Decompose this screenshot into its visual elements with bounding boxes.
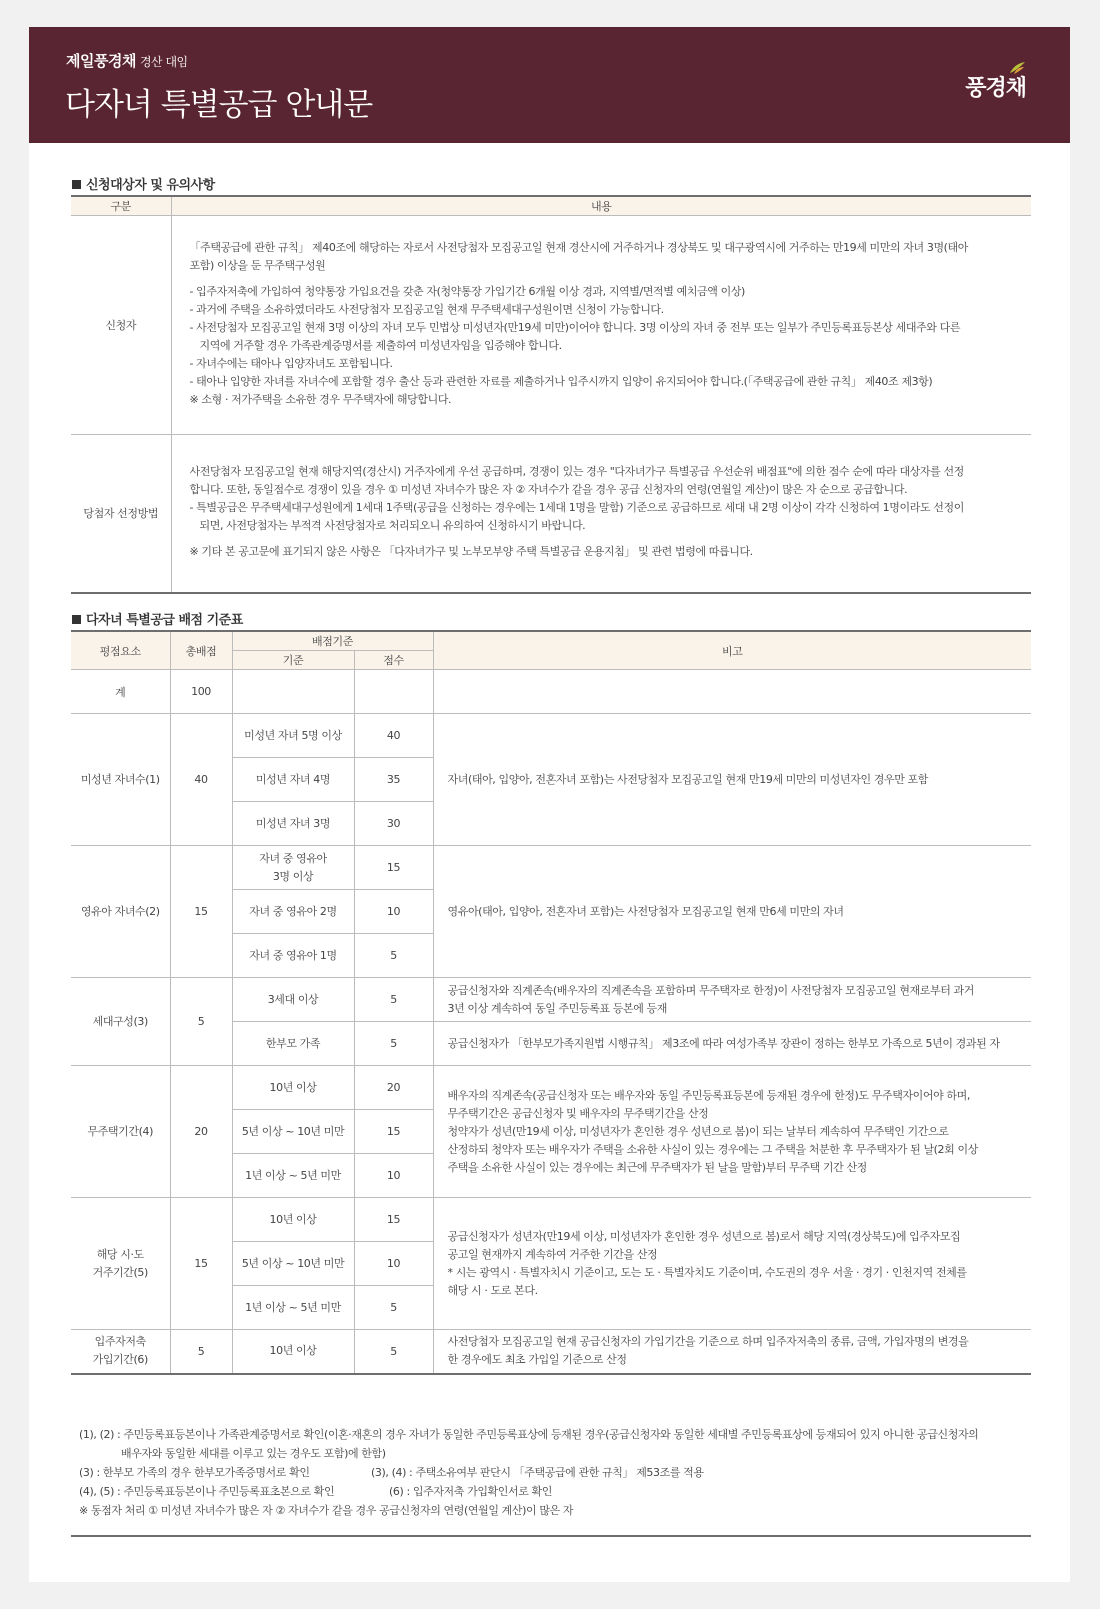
score-cell: 10 xyxy=(354,890,433,934)
total-row-value: 100 xyxy=(170,670,232,714)
note-cell: 공급신청자와 직계존속(배우자의 직계존속을 포함하며 무주택자로 한정)이 사전당첨자 모집공고일 현재로부터 과거 3년 이상 계속하여 동일 주민등록표 등본에 등재 xyxy=(433,978,1031,1022)
criteria-cell: 5년 이상 ~ 10년 미만 xyxy=(232,1110,354,1154)
text-line: - 자녀수에는 태아나 입양자녀도 포함됩니다. xyxy=(189,357,393,370)
criteria-cell: 자녀 중 영유아 1명 xyxy=(232,934,354,978)
text-line: 되면, 사전당첨자는 부적격 사전당첨자로 처리되오니 유의하여 신청하시기 바랍니다. xyxy=(199,519,586,533)
criteria-cell: 10년 이상 xyxy=(232,1198,354,1242)
score-cell: 5 xyxy=(354,978,433,1022)
text-line: - 태아나 입양한 자녀를 자녀수에 포함할 경우 출산 등과 관련한 자료를 제출하거나 입주시까지 입양이 유지되어야 합니다.(「주택공급에 관한 규칙」 제40조 제3항) xyxy=(189,375,933,388)
text-line: - 과거에 주택을 소유하였더라도 사전당첨자 모집공고일 현재 무주택세대구성원이면 신청이 가능합니다. xyxy=(189,303,664,316)
total-cell: 5 xyxy=(170,1330,232,1374)
text-line: - 입주자저축에 가입하여 청약통장 가입요건을 갖춘 자(청약통장 가입기간 6개월 이상 경과, 지역별/면적별 예치금액 이상) xyxy=(189,285,745,298)
header-score: 점수 xyxy=(354,651,433,670)
total-cell: 5 xyxy=(170,978,232,1066)
text-line: 지역에 거주할 경우 가족관계증명서를 제출하여 미성년자임을 입증해야 합니다. xyxy=(199,339,562,352)
applicant-table xyxy=(71,195,1031,594)
factor-cell: 해당 시·도 거주기간(5) xyxy=(71,1198,170,1330)
criteria-cell: 3세대 이상 xyxy=(232,978,354,1022)
text-line: ※ 소형 · 저가주택을 소유한 경우 무주택자에 해당합니다. xyxy=(189,393,452,406)
criteria-cell: 미성년 자녀 5명 이상 xyxy=(232,714,354,758)
header-total: 총배점 xyxy=(170,631,232,670)
total-cell: 15 xyxy=(170,846,232,978)
note-cell: 사전당첨자 모집공고일 현재 공급신청자의 가입기간을 기준으로 하며 입주자저축의 종류, 금액, 가입자명의 변경을 한 경우에도 최초 가입일 기준으로 산정 xyxy=(433,1330,1031,1374)
factor-cell: 세대구성(3) xyxy=(71,978,170,1066)
footnote: 배우자와 동일한 세대를 이루고 있는 경우도 포함)에 한함) xyxy=(121,1447,386,1460)
header-banner xyxy=(29,27,1070,143)
criteria-cell: 5년 이상 ~ 10년 미만 xyxy=(232,1242,354,1286)
table-row xyxy=(71,846,1031,890)
text-line: 「주택공급에 관한 규칙」 제40조에 해당하는 자로서 사전당첨자 모집공고일 현재 경산시에 거주하거나 경상북도 및 대구광역시에 거주하는 만19세 미만의 자녀 3명(태아 xyxy=(189,241,969,254)
factor-cell: 무주택기간(4) xyxy=(71,1066,170,1198)
note-cell: 공급신청자가 성년자(만19세 이상, 미성년자가 혼인한 경우 성년으로 봄)로서 해당 지역(경상북도)에 입주자모집 공고일 현재까지 계속하여 거주한 기간을 산정 * 시는 광역시 · 특별자치시 기준이고, 도는 도 · 특별자치도 기준이며, 수도권의 경우 서울 · 경기 · 인천지역 전체를 해당 시 · 도로 본다. xyxy=(433,1198,1031,1330)
score-cell: 20 xyxy=(354,1066,433,1110)
score-cell: 5 xyxy=(354,934,433,978)
note-cell: 자녀(태아, 입양아, 전혼자녀 포함)는 사전당첨자 모집공고일 현재 만19세 미만의 미성년자인 경우만 포함 xyxy=(433,714,1031,846)
text-line: ※ 기타 본 공고문에 표기되지 않은 사항은 「다자녀가구 및 노부모부양 주택 특별공급 운용지침」 및 관련 법령에 따릅니다. xyxy=(189,545,753,559)
notice-page xyxy=(29,27,1070,1582)
score-cell: 5 xyxy=(354,1286,433,1330)
total-cell: 20 xyxy=(170,1066,232,1198)
selection-content xyxy=(171,435,1031,593)
note-cell: 영유아(태아, 입양아, 전혼자녀 포함)는 사전당첨자 모집공고일 현재 만6세 미만의 자녀 xyxy=(433,846,1031,978)
row-label-applicant: 신청자 xyxy=(71,216,171,435)
criteria-cell: 1년 이상 ~ 5년 미만 xyxy=(232,1286,354,1330)
criteria-cell: 미성년 자녀 3명 xyxy=(232,802,354,846)
score-cell: 15 xyxy=(354,1198,433,1242)
score-cell: 10 xyxy=(354,1242,433,1286)
note-cell: 공급신청자가 「한부모가족지원법 시행규칙」 제3조에 따라 여성가족부 장관이 정하는 한부모 가족으로 5년이 경과된 자 xyxy=(433,1022,1031,1066)
table-row xyxy=(71,1330,1031,1374)
brand-logo: 풍경채 xyxy=(965,76,1026,101)
section1-title: 신청대상자 및 유의사항 xyxy=(72,174,215,193)
score-cell: 5 xyxy=(354,1330,433,1374)
text-line: - 사전당첨자 모집공고일 현재 3명 이상의 자녀 모두 민법상 미성년자(만19세 미만)이어야 합니다. 3명 이상의 자녀 중 전부 또는 일부가 주민등록표등본상 세대주와 다른 xyxy=(189,321,961,334)
text-line: 포함) 이상을 둔 무주택구성원 xyxy=(189,259,326,272)
criteria-cell: 자녀 중 영유아 3명 이상 xyxy=(232,846,354,890)
header-factor: 평점요소 xyxy=(71,631,170,670)
text-line: 합니다. 또한, 동일점수로 경쟁이 있을 경우 ① 미성년 자녀수가 많은 자 ② 자녀수가 같을 경우 공급 신청자의 연령(연월일 계산)이 많은 자 순으로 공급합니다. xyxy=(189,483,908,497)
section2-title: 다자녀 특별공급 배점 기준표 xyxy=(72,609,243,628)
footnote: (1), (2) : 주민등록표등본이나 가족관계증명서로 확인(이혼·재혼의 경우 자녀가 동일한 주민등록표상에 등재된 경우(공급신청자와 동일한 세대별 주민등록표상에 등재되어 있지 아니한 공급신청자의 xyxy=(79,1428,979,1441)
text-line: 사전당첨자 모집공고일 현재 해당지역(경산시) 거주자에게 우선 공급하며, 경쟁이 있는 경우 "다자녀가구 특별공급 우선순위 배점표"에 의한 점수 순에 따라 대상자를 선정 xyxy=(189,465,964,479)
col-category: 구분 xyxy=(71,196,171,216)
footnote: (4), (5) : 주민등록표등본이나 주민등록표초본으로 확인 xyxy=(79,1485,335,1498)
criteria-cell: 자녀 중 영유아 2명 xyxy=(232,890,354,934)
criteria-cell: 한부모 가족 xyxy=(232,1022,354,1066)
total-row-label: 계 xyxy=(71,670,170,714)
table-row xyxy=(71,714,1031,758)
score-cell: 35 xyxy=(354,758,433,802)
header-brand: 제일풍경채 경산 대임 xyxy=(66,52,188,70)
factor-cell: 미성년 자녀수(1) xyxy=(71,714,170,846)
text-line: - 특별공급은 무주택세대구성원에게 1세대 1주택(공급을 신청하는 경우에는 1세대 1명을 말함) 기준으로 공급하므로 세대 내 2명 이상이 각각 신청하여 1명이라도 선정이 xyxy=(189,501,964,515)
criteria-cell: 10년 이상 xyxy=(232,1330,354,1374)
note-cell: 배우자의 직계존속(공급신청자 또는 배우자와 동일 주민등록표등본에 등재된 경우에 한정)도 무주택자이어야 하며, 무주택기간은 공급신청자 및 배우자의 무주택기간을 산정 청약자가 성년(만19세 이상, 미성년자가 혼인한 경우 성년으로 봄)이 되는 날부터 계속하여 무주택인 기간으로 산정하되 청약자 또는 배우자가 주택을 소유한 사실이 있는 경우에는 그 주택을 처분한 후 무주택자가 된 날(2회 이상 주택을 소유한 사실이 있는 경우에는 최근에 무주택자가 된 날을 말함)부터 무주택 기간 산정 xyxy=(433,1066,1031,1198)
header-note: 비고 xyxy=(433,631,1031,670)
header-criteria-group: 배점기준 xyxy=(232,631,433,651)
table-row xyxy=(71,1198,1031,1242)
factor-cell: 입주자저축 가입기간(6) xyxy=(71,1330,170,1374)
footnote: (3), (4) : 주택소유여부 판단시 「주택공급에 관한 규칙」 제53조를 적용 xyxy=(371,1466,704,1479)
footnotes xyxy=(79,1425,1029,1520)
score-cell: 30 xyxy=(354,802,433,846)
page-title: 다자녀 특별공급 안내문 xyxy=(65,87,373,123)
criteria-cell: 미성년 자녀 4명 xyxy=(232,758,354,802)
col-content: 내용 xyxy=(171,196,1031,216)
score-cell: 15 xyxy=(354,846,433,890)
score-table xyxy=(71,630,1031,1375)
bottom-rule xyxy=(71,1535,1031,1537)
footnote: (3) : 한부모 가족의 경우 한부모가족증명서로 확인 xyxy=(79,1466,310,1479)
score-cell: 5 xyxy=(354,1022,433,1066)
criteria-cell: 10년 이상 xyxy=(232,1066,354,1110)
table-row xyxy=(71,1066,1031,1110)
score-cell: 40 xyxy=(354,714,433,758)
total-cell: 15 xyxy=(170,1198,232,1330)
criteria-cell: 1년 이상 ~ 5년 미만 xyxy=(232,1154,354,1198)
row-label-selection: 당첨자 선정방법 xyxy=(71,435,171,593)
header-location: 경산 대임 xyxy=(139,55,188,69)
applicant-content xyxy=(171,216,1031,435)
header-criteria: 기준 xyxy=(232,651,354,670)
score-cell: 15 xyxy=(354,1110,433,1154)
score-cell: 10 xyxy=(354,1154,433,1198)
factor-cell: 영유아 자녀수(2) xyxy=(71,846,170,978)
table-row xyxy=(71,978,1031,1022)
tie-break-note: ※ 동점자 처리 ① 미성년 자녀수가 많은 자 ② 자녀수가 같을 경우 공급신청자의 연령(연월일 계산)이 많은 자 xyxy=(79,1504,574,1517)
total-cell: 40 xyxy=(170,714,232,846)
footnote: (6) : 입주자저축 가입확인서로 확인 xyxy=(389,1485,553,1498)
